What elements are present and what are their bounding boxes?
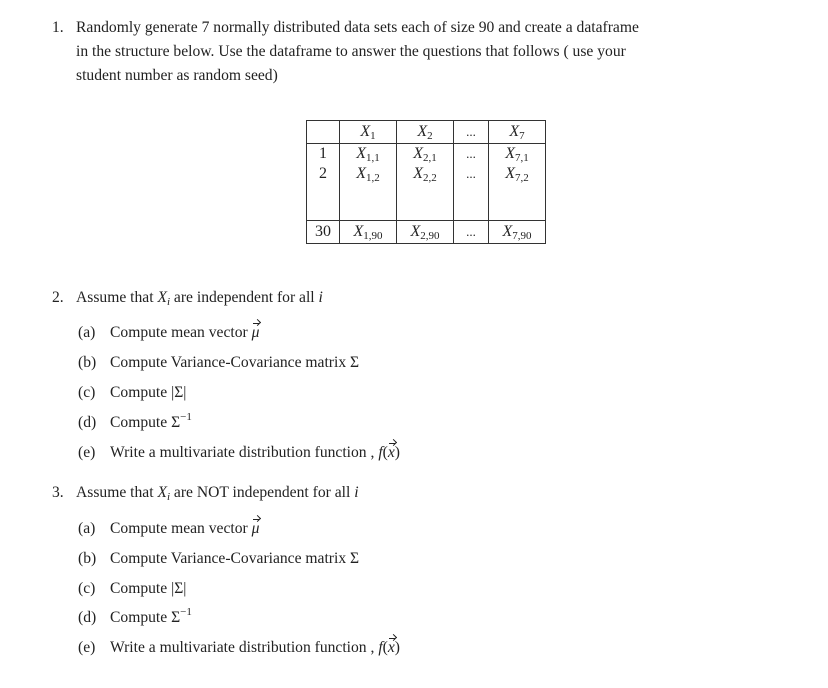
cell-x7-2: $X_{7,2}$ bbox=[489, 164, 546, 184]
header-x1: $X_1$ bbox=[340, 121, 397, 144]
list-item: (d) Compute $\Sigma^{-1}$ bbox=[78, 411, 192, 431]
table-row bbox=[307, 144, 546, 165]
list-item: (d) Compute $\Sigma^{-1}$ bbox=[78, 606, 192, 626]
list-item: (c) Compute |Σ| bbox=[78, 580, 187, 597]
list-item: (b) Compute Variance-Covariance matrix Σ bbox=[78, 354, 360, 371]
list-item: (a) Compute mean vector μ bbox=[78, 518, 259, 540]
question-2 bbox=[52, 286, 792, 476]
cell-x2-90: $X_{2,90}$ bbox=[397, 221, 454, 244]
list-item: (e) Write a multivariate distribution function , f(x) bbox=[78, 637, 400, 659]
row-index: 2 bbox=[307, 164, 340, 184]
cell-x7-90: $X_{7,90}$ bbox=[489, 221, 546, 244]
cell-x1-90: $X_{1,90}$ bbox=[340, 221, 397, 244]
table-header-row bbox=[307, 121, 546, 144]
table-gap-row bbox=[307, 184, 546, 221]
header-x7: $X_7$ bbox=[489, 121, 546, 144]
list-item: (e) Write a multivariate distribution function , f(x) bbox=[78, 442, 400, 464]
header-x2: $X_2$ bbox=[397, 121, 454, 144]
list-item: (c) Compute |Σ| bbox=[78, 384, 187, 401]
cell-x1-2: $X_{1,2}$ bbox=[340, 164, 397, 184]
question-3-title: 3. Assume that $X_i$ are NOT independent for all i bbox=[52, 484, 359, 503]
list-item: (a) Compute mean vector μ bbox=[78, 322, 259, 344]
row-index: 30 bbox=[307, 221, 340, 244]
table-corner-cell bbox=[307, 121, 340, 144]
header-dots: ... bbox=[454, 121, 489, 144]
cell-x1-1: $X_{1,1}$ bbox=[340, 144, 397, 165]
question-1-line-3: student number as random seed) bbox=[76, 67, 278, 84]
question-1-number: 1. bbox=[52, 19, 64, 36]
cell-x2-1: $X_{2,1}$ bbox=[397, 144, 454, 165]
cell-x2-2: $X_{2,2}$ bbox=[397, 164, 454, 184]
cell-dots: ... bbox=[454, 144, 489, 165]
table-row bbox=[307, 164, 546, 184]
question-1 bbox=[52, 16, 802, 88]
question-2-title: 2. Assume that $X_i$ are independent for all i bbox=[52, 289, 323, 308]
cell-x7-1: $X_{7,1}$ bbox=[489, 144, 546, 165]
table-row bbox=[307, 221, 546, 244]
question-1-line-1: Randomly generate 7 normally distributed data sets each of size 90 and create a dataframe bbox=[76, 19, 639, 36]
row-index: 1 bbox=[307, 144, 340, 165]
cell-dots: ... bbox=[454, 221, 489, 244]
dataframe-table bbox=[306, 120, 546, 244]
list-item: (b) Compute Variance-Covariance matrix Σ bbox=[78, 550, 360, 567]
question-3 bbox=[52, 481, 792, 671]
cell-dots: ... bbox=[454, 164, 489, 184]
question-1-line-2: in the structure below. Use the dataframe to answer the questions that follows ( use your bbox=[76, 43, 626, 60]
